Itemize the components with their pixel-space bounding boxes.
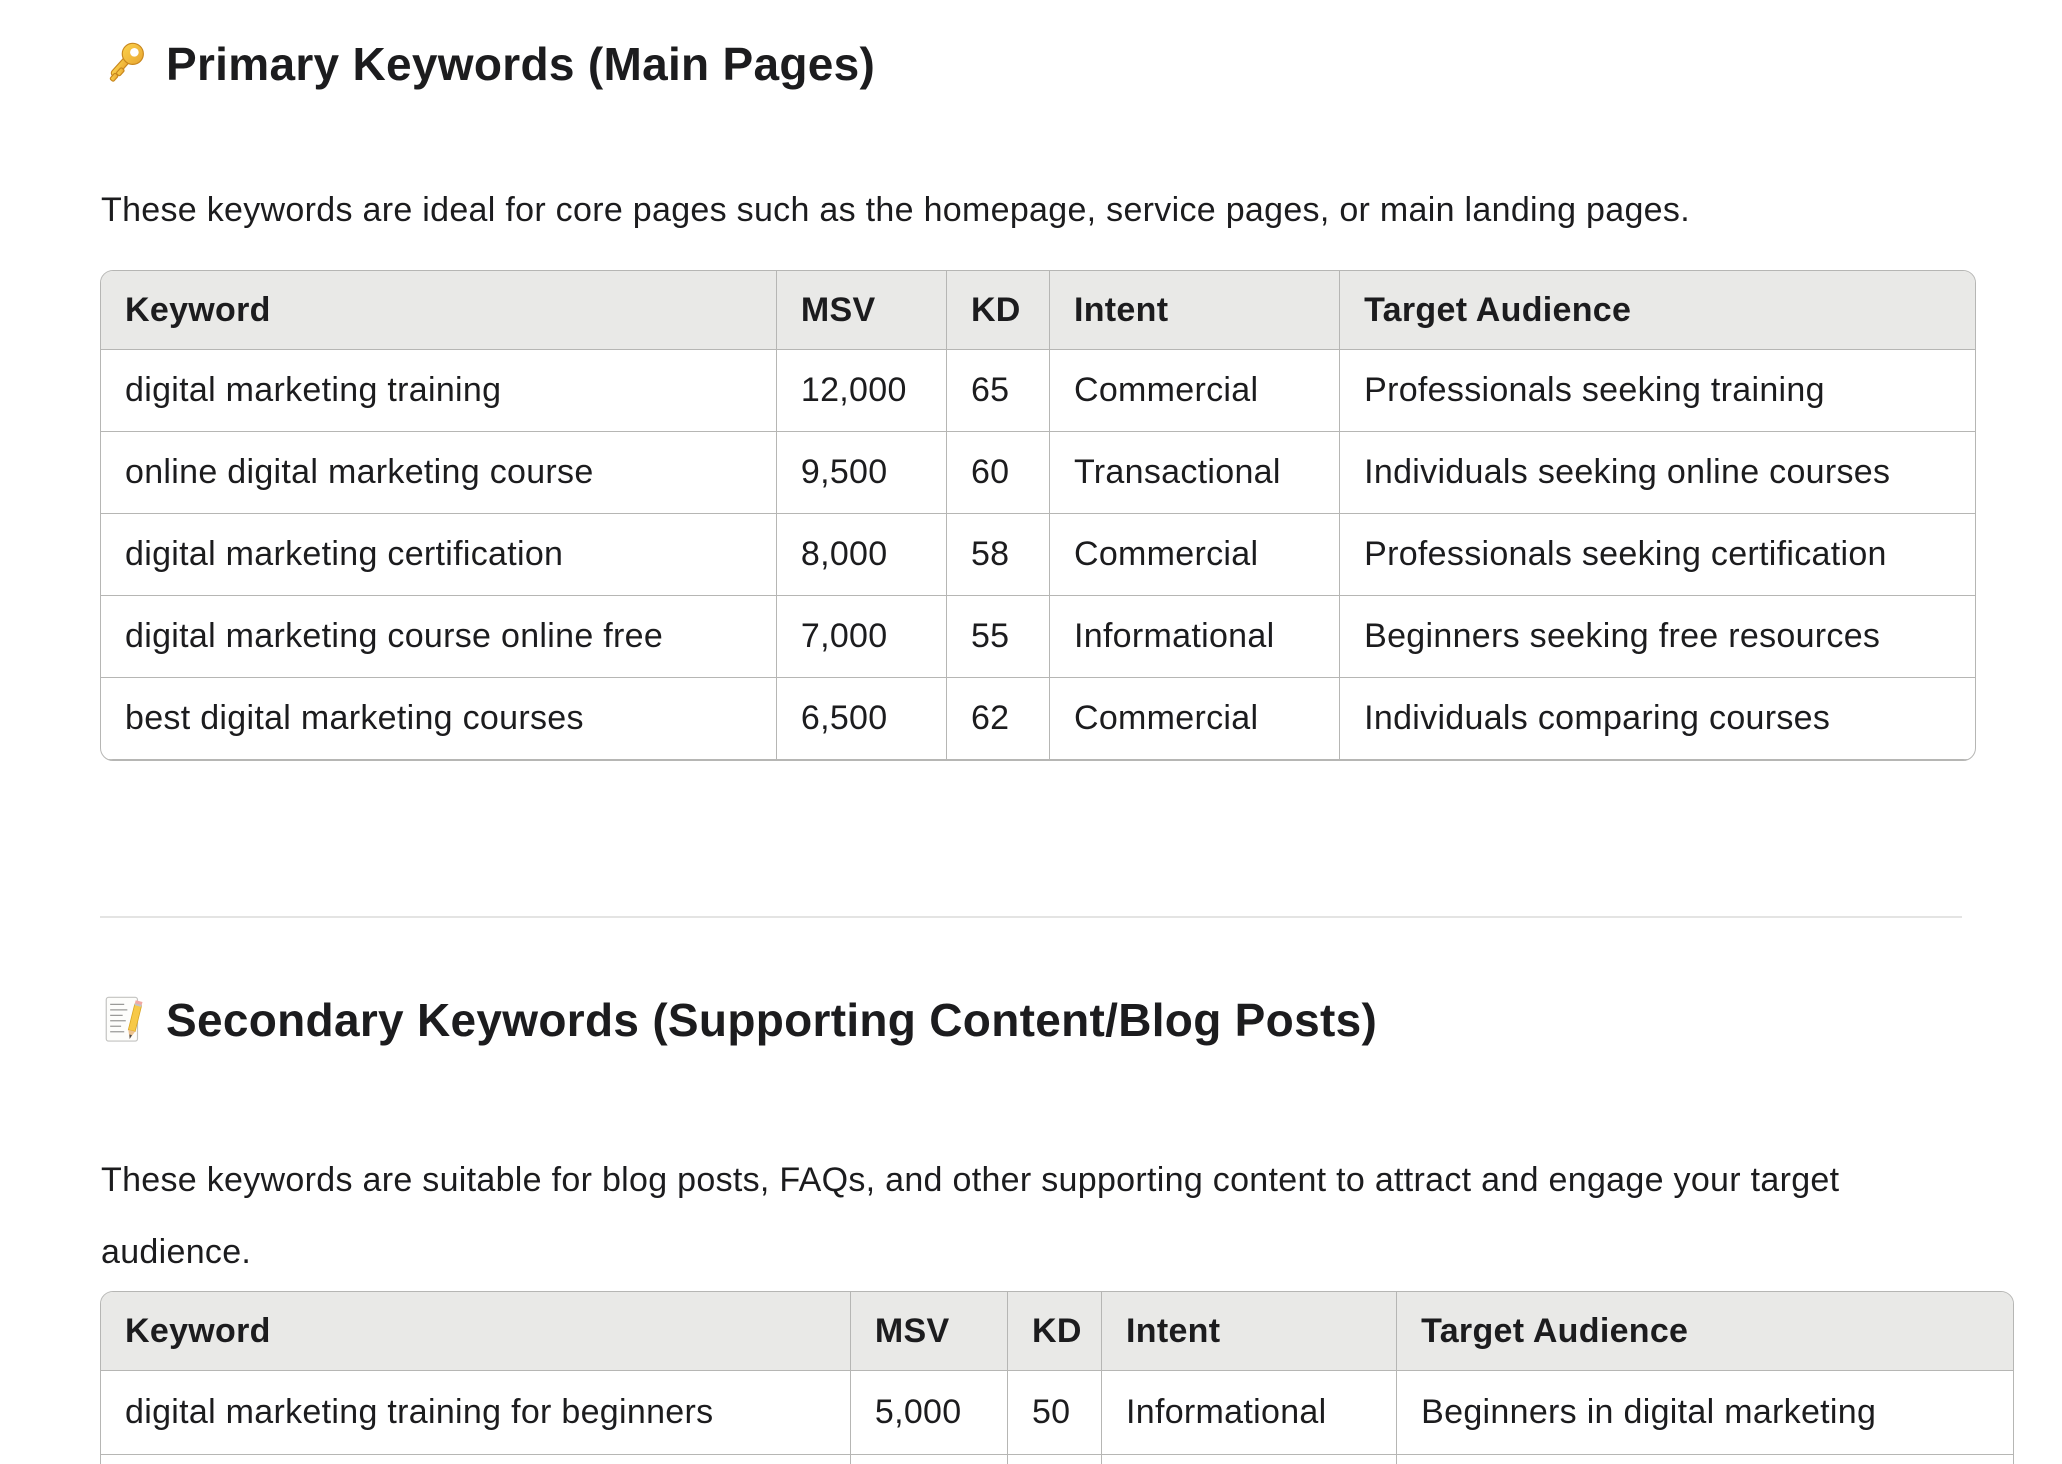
cell: Beginners in digital marketing bbox=[1397, 1371, 2013, 1455]
cell: 58 bbox=[946, 514, 1049, 596]
cell: Professionals seeking training bbox=[1340, 350, 1975, 432]
cell: digital marketing training bbox=[101, 350, 776, 432]
cell: Commercial bbox=[1049, 350, 1339, 432]
cell bbox=[1007, 1455, 1101, 1464]
cell: digital marketing course online free bbox=[101, 596, 776, 678]
column-header: MSV bbox=[776, 271, 946, 350]
table-row bbox=[101, 678, 1975, 760]
cell: Commercial bbox=[1049, 514, 1339, 596]
cell bbox=[850, 1455, 1007, 1464]
cell: Informational bbox=[1049, 596, 1339, 678]
table-row-clipped bbox=[101, 1455, 2013, 1464]
column-header: KD bbox=[946, 271, 1049, 350]
cell: Commercial bbox=[1049, 678, 1339, 760]
column-header: Keyword bbox=[101, 271, 776, 350]
document-page bbox=[0, 36, 2062, 1464]
cell: 50 bbox=[1007, 1371, 1101, 1455]
column-header: Intent bbox=[1102, 1292, 1397, 1371]
table-row bbox=[101, 1371, 2013, 1455]
cell: 7,000 bbox=[776, 596, 946, 678]
memo-icon bbox=[100, 995, 150, 1045]
cell: 6,500 bbox=[776, 678, 946, 760]
primary-section-title-text: Primary Keywords (Main Pages) bbox=[166, 38, 876, 90]
table-row bbox=[101, 350, 1975, 432]
primary-section-title bbox=[100, 36, 2062, 92]
cell: Beginners seeking free resources bbox=[1340, 596, 1975, 678]
key-icon bbox=[100, 39, 150, 89]
cell: Individuals seeking online courses bbox=[1340, 432, 1975, 514]
cell: digital marketing training for beginners bbox=[101, 1371, 850, 1455]
column-header: MSV bbox=[850, 1292, 1007, 1371]
column-header: KD bbox=[1007, 1292, 1101, 1371]
section-divider bbox=[100, 916, 1962, 918]
primary-section-description: These keywords are ideal for core pages such as the homepage, service pages, or main landing pages. bbox=[101, 191, 1690, 229]
column-header: Keyword bbox=[101, 1292, 850, 1371]
secondary-section-description: These keywords are suitable for blog posts, FAQs, and other supporting content to attract and engage your target audience. bbox=[101, 1161, 1840, 1271]
cell: 8,000 bbox=[776, 514, 946, 596]
table-row bbox=[101, 596, 1975, 678]
column-header: Target Audience bbox=[1397, 1292, 2013, 1371]
table bbox=[101, 271, 1975, 760]
secondary-section-title-text: Secondary Keywords (Supporting Content/Blog Posts) bbox=[166, 994, 1378, 1046]
cell: 5,000 bbox=[850, 1371, 1007, 1455]
cell: Transactional bbox=[1049, 432, 1339, 514]
table-row bbox=[101, 432, 1975, 514]
table bbox=[101, 1292, 2013, 1464]
cell: 60 bbox=[946, 432, 1049, 514]
cell: Individuals comparing courses bbox=[1340, 678, 1975, 760]
column-header: Intent bbox=[1049, 271, 1339, 350]
secondary-keywords-table bbox=[100, 1291, 2014, 1464]
cell bbox=[1397, 1455, 2013, 1464]
cell: digital marketing certification bbox=[101, 514, 776, 596]
cell: 55 bbox=[946, 596, 1049, 678]
secondary-section-title bbox=[100, 992, 2062, 1048]
cell: 65 bbox=[946, 350, 1049, 432]
header-row bbox=[101, 1292, 2013, 1371]
header-row bbox=[101, 271, 1975, 350]
cell: best digital marketing courses bbox=[101, 678, 776, 760]
cell bbox=[1102, 1455, 1397, 1464]
cell: 9,500 bbox=[776, 432, 946, 514]
table-row bbox=[101, 514, 1975, 596]
cell: Professionals seeking certification bbox=[1340, 514, 1975, 596]
column-header: Target Audience bbox=[1340, 271, 1975, 350]
cell: Informational bbox=[1102, 1371, 1397, 1455]
cell: 12,000 bbox=[776, 350, 946, 432]
cell bbox=[101, 1455, 850, 1464]
cell: 62 bbox=[946, 678, 1049, 760]
cell: online digital marketing course bbox=[101, 432, 776, 514]
primary-keywords-table bbox=[100, 270, 1976, 761]
